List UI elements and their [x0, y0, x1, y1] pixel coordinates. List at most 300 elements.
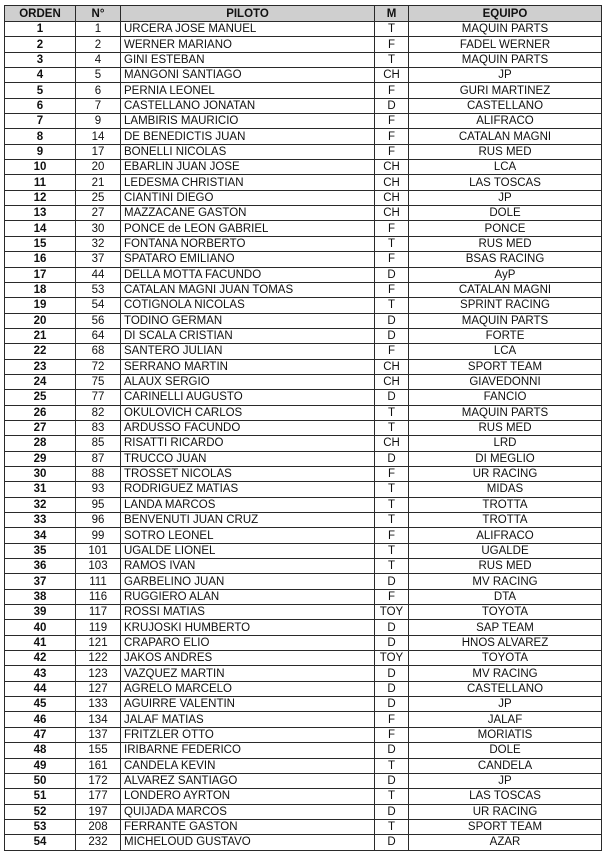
cell-number: 75 [76, 374, 121, 389]
table-row [5, 574, 602, 589]
cell-marca: CH [375, 359, 409, 374]
cell-piloto: OKULOVICH CARLOS [121, 405, 375, 420]
cell-equipo: PONCE [409, 221, 602, 236]
cell-equipo: FANCIO [409, 390, 602, 405]
cell-marca: T [375, 482, 409, 497]
cell-orden: 28 [5, 436, 76, 451]
table-row [5, 466, 602, 481]
cell-equipo: JP [409, 68, 602, 83]
cell-piloto: UGALDE LIONEL [121, 543, 375, 558]
cell-equipo: SPORT TEAM [409, 359, 602, 374]
cell-piloto: IRIBARNE FEDERICO [121, 743, 375, 758]
cell-number: 208 [76, 819, 121, 834]
cell-marca: F [375, 129, 409, 144]
cell-orden: 18 [5, 282, 76, 297]
cell-number: 111 [76, 574, 121, 589]
cell-marca: D [375, 574, 409, 589]
cell-equipo: JP [409, 190, 602, 205]
cell-orden: 27 [5, 420, 76, 435]
cell-number: 137 [76, 727, 121, 742]
cell-marca: D [375, 835, 409, 850]
cell-orden: 30 [5, 466, 76, 481]
cell-orden: 50 [5, 773, 76, 788]
cell-orden: 21 [5, 328, 76, 343]
cell-equipo: MAQUIN PARTS [409, 22, 602, 37]
cell-equipo: SPRINT RACING [409, 298, 602, 313]
cell-piloto: LONDERO AYRTON [121, 789, 375, 804]
cell-piloto: SERRANO MARTIN [121, 359, 375, 374]
cell-piloto: CARINELLI AUGUSTO [121, 390, 375, 405]
cell-piloto: GINI ESTEBAN [121, 52, 375, 67]
table-row [5, 206, 602, 221]
header-number: N° [76, 6, 121, 22]
cell-orden: 16 [5, 252, 76, 267]
cell-orden: 2 [5, 37, 76, 52]
cell-marca: T [375, 497, 409, 512]
table-row [5, 405, 602, 420]
cell-equipo: RUS MED [409, 144, 602, 159]
table-row [5, 835, 602, 850]
cell-equipo: JP [409, 697, 602, 712]
cell-piloto: BENVENUTI JUAN CRUZ [121, 513, 375, 528]
cell-orden: 15 [5, 236, 76, 251]
cell-piloto: PERNIA LEONEL [121, 83, 375, 98]
cell-equipo: HNOS ALVAREZ [409, 635, 602, 650]
cell-piloto: BONELLI NICOLAS [121, 144, 375, 159]
cell-equipo: SPORT TEAM [409, 819, 602, 834]
cell-number: 134 [76, 712, 121, 727]
cell-piloto: RUGGIERO ALAN [121, 589, 375, 604]
cell-piloto: RAMOS IVAN [121, 559, 375, 574]
cell-piloto: SANTERO JULIAN [121, 344, 375, 359]
cell-piloto: SPATARO EMILIANO [121, 252, 375, 267]
cell-piloto: TRUCCO JUAN [121, 451, 375, 466]
table-row [5, 68, 602, 83]
cell-piloto: FERRANTE GASTON [121, 819, 375, 834]
cell-piloto: FONTANA NORBERTO [121, 236, 375, 251]
cell-orden: 34 [5, 528, 76, 543]
table-row [5, 37, 602, 52]
table-row [5, 98, 602, 113]
cell-marca: D [375, 98, 409, 113]
cell-number: 103 [76, 559, 121, 574]
cell-piloto: CRAPARO ELIO [121, 635, 375, 650]
cell-number: 133 [76, 697, 121, 712]
header-equipo: EQUIPO [409, 6, 602, 22]
cell-piloto: WERNER MARIANO [121, 37, 375, 52]
cell-piloto: CIANTINI DIEGO [121, 190, 375, 205]
cell-number: 172 [76, 773, 121, 788]
cell-orden: 12 [5, 190, 76, 205]
table-row [5, 328, 602, 343]
cell-equipo: DI MEGLIO [409, 451, 602, 466]
cell-marca: F [375, 589, 409, 604]
table-row [5, 497, 602, 512]
cell-orden: 52 [5, 804, 76, 819]
cell-orden: 23 [5, 359, 76, 374]
table-row [5, 390, 602, 405]
cell-number: 96 [76, 513, 121, 528]
cell-marca: CH [375, 160, 409, 175]
cell-orden: 51 [5, 789, 76, 804]
table-row [5, 697, 602, 712]
cell-equipo: MAQUIN PARTS [409, 313, 602, 328]
cell-orden: 32 [5, 497, 76, 512]
cell-piloto: QUIJADA MARCOS [121, 804, 375, 819]
table-row [5, 513, 602, 528]
cell-equipo: LCA [409, 344, 602, 359]
cell-piloto: TODINO GERMAN [121, 313, 375, 328]
table-row [5, 236, 602, 251]
cell-equipo: RUS MED [409, 559, 602, 574]
cell-piloto: RODRIGUEZ MATIAS [121, 482, 375, 497]
cell-equipo: BSAS RACING [409, 252, 602, 267]
cell-orden: 7 [5, 114, 76, 129]
cell-orden: 25 [5, 390, 76, 405]
cell-marca: D [375, 697, 409, 712]
cell-equipo: CASTELLANO [409, 98, 602, 113]
cell-marca: CH [375, 190, 409, 205]
cell-number: 68 [76, 344, 121, 359]
cell-marca: T [375, 819, 409, 834]
cell-orden: 31 [5, 482, 76, 497]
table-row [5, 359, 602, 374]
cell-marca: D [375, 635, 409, 650]
cell-marca: F [375, 528, 409, 543]
cell-piloto: ALVAREZ SANTIAGO [121, 773, 375, 788]
starting-grid-sheet [4, 5, 602, 851]
cell-marca: T [375, 543, 409, 558]
cell-marca: T [375, 236, 409, 251]
cell-marca: F [375, 466, 409, 481]
table-row [5, 543, 602, 558]
cell-piloto: DELLA MOTTA FACUNDO [121, 267, 375, 282]
cell-marca: D [375, 681, 409, 696]
cell-orden: 37 [5, 574, 76, 589]
cell-equipo: FORTE [409, 328, 602, 343]
cell-number: 121 [76, 635, 121, 650]
table-row [5, 313, 602, 328]
cell-equipo: MV RACING [409, 666, 602, 681]
cell-equipo: UR RACING [409, 804, 602, 819]
table-row [5, 298, 602, 313]
table-row [5, 605, 602, 620]
cell-orden: 43 [5, 666, 76, 681]
cell-number: 197 [76, 804, 121, 819]
cell-orden: 39 [5, 605, 76, 620]
cell-equipo: MIDAS [409, 482, 602, 497]
cell-equipo: MAQUIN PARTS [409, 52, 602, 67]
grid-table [4, 5, 602, 851]
table-row [5, 344, 602, 359]
cell-orden: 29 [5, 451, 76, 466]
cell-number: 25 [76, 190, 121, 205]
cell-marca: D [375, 390, 409, 405]
cell-number: 1 [76, 22, 121, 37]
cell-equipo: RUS MED [409, 236, 602, 251]
cell-number: 72 [76, 359, 121, 374]
cell-orden: 9 [5, 144, 76, 159]
table-row [5, 436, 602, 451]
cell-number: 2 [76, 37, 121, 52]
cell-number: 177 [76, 789, 121, 804]
cell-piloto: MAZZACANE GASTON [121, 206, 375, 221]
cell-equipo: UGALDE [409, 543, 602, 558]
cell-number: 14 [76, 129, 121, 144]
cell-number: 232 [76, 835, 121, 850]
cell-number: 161 [76, 758, 121, 773]
cell-orden: 35 [5, 543, 76, 558]
table-row [5, 635, 602, 650]
cell-piloto: ALAUX SERGIO [121, 374, 375, 389]
cell-number: 119 [76, 620, 121, 635]
cell-equipo: TROTTA [409, 497, 602, 512]
table-row [5, 374, 602, 389]
cell-equipo: LRD [409, 436, 602, 451]
cell-equipo: CASTELLANO [409, 681, 602, 696]
cell-piloto: CASTELLANO JONATAN [121, 98, 375, 113]
table-row [5, 221, 602, 236]
cell-equipo: CATALAN MAGNI [409, 129, 602, 144]
cell-marca: CH [375, 68, 409, 83]
cell-number: 20 [76, 160, 121, 175]
cell-marca: D [375, 313, 409, 328]
cell-equipo: DOLE [409, 743, 602, 758]
cell-number: 53 [76, 282, 121, 297]
table-row [5, 160, 602, 175]
cell-orden: 42 [5, 651, 76, 666]
cell-piloto: PONCE de LEON GABRIEL [121, 221, 375, 236]
cell-orden: 3 [5, 52, 76, 67]
cell-orden: 26 [5, 405, 76, 420]
cell-equipo: TOYOTA [409, 651, 602, 666]
cell-orden: 38 [5, 589, 76, 604]
cell-number: 95 [76, 497, 121, 512]
table-row [5, 789, 602, 804]
table-row [5, 620, 602, 635]
cell-piloto: DI SCALA CRISTIAN [121, 328, 375, 343]
cell-orden: 41 [5, 635, 76, 650]
cell-number: 99 [76, 528, 121, 543]
cell-marca: F [375, 83, 409, 98]
cell-marca: F [375, 144, 409, 159]
cell-orden: 44 [5, 681, 76, 696]
cell-marca: CH [375, 206, 409, 221]
table-row [5, 267, 602, 282]
cell-marca: CH [375, 175, 409, 190]
cell-number: 85 [76, 436, 121, 451]
table-row [5, 666, 602, 681]
cell-equipo: MV RACING [409, 574, 602, 589]
cell-marca: D [375, 804, 409, 819]
cell-piloto: VAZQUEZ MARTIN [121, 666, 375, 681]
cell-marca: T [375, 513, 409, 528]
cell-piloto: EBARLIN JUAN JOSE [121, 160, 375, 175]
cell-orden: 8 [5, 129, 76, 144]
cell-number: 17 [76, 144, 121, 159]
cell-orden: 36 [5, 559, 76, 574]
cell-marca: CH [375, 374, 409, 389]
cell-marca: D [375, 451, 409, 466]
cell-piloto: RISATTI RICARDO [121, 436, 375, 451]
cell-equipo: LCA [409, 160, 602, 175]
cell-equipo: ALIFRACO [409, 528, 602, 543]
cell-marca: T [375, 420, 409, 435]
cell-orden: 45 [5, 697, 76, 712]
cell-number: 7 [76, 98, 121, 113]
cell-piloto: GARBELINO JUAN [121, 574, 375, 589]
cell-number: 101 [76, 543, 121, 558]
cell-equipo: LAS TOSCAS [409, 789, 602, 804]
cell-equipo: GIAVEDONNI [409, 374, 602, 389]
cell-piloto: CANDELA KEVIN [121, 758, 375, 773]
cell-piloto: COTIGNOLA NICOLAS [121, 298, 375, 313]
cell-number: 9 [76, 114, 121, 129]
cell-orden: 10 [5, 160, 76, 175]
cell-marca: T [375, 559, 409, 574]
table-row [5, 589, 602, 604]
cell-equipo: CATALAN MAGNI [409, 282, 602, 297]
cell-marca: D [375, 267, 409, 282]
table-row [5, 681, 602, 696]
cell-marca: F [375, 282, 409, 297]
cell-orden: 13 [5, 206, 76, 221]
table-row [5, 22, 602, 37]
cell-equipo: JALAF [409, 712, 602, 727]
cell-number: 117 [76, 605, 121, 620]
cell-number: 27 [76, 206, 121, 221]
cell-marca: D [375, 620, 409, 635]
cell-piloto: MICHELOUD GUSTAVO [121, 835, 375, 850]
table-row [5, 190, 602, 205]
cell-piloto: LAMBIRIS MAURICIO [121, 114, 375, 129]
cell-piloto: LEDESMA CHRISTIAN [121, 175, 375, 190]
cell-number: 6 [76, 83, 121, 98]
cell-piloto: JALAF MATIAS [121, 712, 375, 727]
table-row [5, 712, 602, 727]
cell-orden: 4 [5, 68, 76, 83]
cell-marca: D [375, 773, 409, 788]
cell-equipo: LAS TOSCAS [409, 175, 602, 190]
cell-equipo: TOYOTA [409, 605, 602, 620]
cell-marca: TOY [375, 651, 409, 666]
cell-piloto: AGRELO MARCELO [121, 681, 375, 696]
table-row [5, 482, 602, 497]
cell-marca: F [375, 114, 409, 129]
header-piloto: PILOTO [121, 6, 375, 22]
cell-equipo: CANDELA [409, 758, 602, 773]
cell-number: 93 [76, 482, 121, 497]
cell-orden: 22 [5, 344, 76, 359]
table-row [5, 420, 602, 435]
table-row [5, 451, 602, 466]
cell-orden: 17 [5, 267, 76, 282]
cell-equipo: SAP TEAM [409, 620, 602, 635]
cell-marca: F [375, 37, 409, 52]
cell-orden: 47 [5, 727, 76, 742]
cell-equipo: TROTTA [409, 513, 602, 528]
cell-equipo: RUS MED [409, 420, 602, 435]
cell-equipo: DOLE [409, 206, 602, 221]
cell-piloto: URCERA JOSE MANUEL [121, 22, 375, 37]
cell-piloto: AGUIRRE VALENTIN [121, 697, 375, 712]
cell-marca: F [375, 712, 409, 727]
cell-number: 155 [76, 743, 121, 758]
table-row [5, 819, 602, 834]
cell-piloto: TROSSET NICOLAS [121, 466, 375, 481]
table-row [5, 83, 602, 98]
cell-number: 4 [76, 52, 121, 67]
cell-orden: 11 [5, 175, 76, 190]
cell-number: 88 [76, 466, 121, 481]
table-row [5, 282, 602, 297]
table-row [5, 144, 602, 159]
cell-orden: 33 [5, 513, 76, 528]
cell-equipo: DTA [409, 589, 602, 604]
table-row [5, 651, 602, 666]
cell-marca: F [375, 221, 409, 236]
cell-number: 87 [76, 451, 121, 466]
cell-number: 5 [76, 68, 121, 83]
cell-piloto: LANDA MARCOS [121, 497, 375, 512]
table-row [5, 52, 602, 67]
cell-marca: T [375, 758, 409, 773]
cell-marca: T [375, 405, 409, 420]
cell-orden: 40 [5, 620, 76, 635]
cell-marca: D [375, 328, 409, 343]
cell-orden: 46 [5, 712, 76, 727]
cell-number: 77 [76, 390, 121, 405]
table-row [5, 743, 602, 758]
table-row [5, 114, 602, 129]
cell-orden: 1 [5, 22, 76, 37]
header-marca: M [375, 6, 409, 22]
cell-piloto: DE BENEDICTIS JUAN [121, 129, 375, 144]
cell-orden: 5 [5, 83, 76, 98]
cell-piloto: KRUJOSKI HUMBERTO [121, 620, 375, 635]
cell-orden: 20 [5, 313, 76, 328]
table-body [5, 22, 602, 851]
cell-orden: 6 [5, 98, 76, 113]
cell-piloto: FRITZLER OTTO [121, 727, 375, 742]
header-row [5, 6, 602, 22]
cell-marca: F [375, 344, 409, 359]
cell-marca: T [375, 22, 409, 37]
table-row [5, 559, 602, 574]
cell-number: 83 [76, 420, 121, 435]
cell-marca: D [375, 743, 409, 758]
cell-equipo: GURI MARTINEZ [409, 83, 602, 98]
cell-number: 127 [76, 681, 121, 696]
cell-piloto: SOTRO LEONEL [121, 528, 375, 543]
cell-marca: T [375, 789, 409, 804]
cell-number: 116 [76, 589, 121, 604]
cell-equipo: ALIFRACO [409, 114, 602, 129]
cell-equipo: UR RACING [409, 466, 602, 481]
cell-equipo: JP [409, 773, 602, 788]
cell-piloto: JAKOS ANDRES [121, 651, 375, 666]
cell-orden: 24 [5, 374, 76, 389]
cell-marca: F [375, 252, 409, 267]
table-header [5, 6, 602, 22]
cell-number: 122 [76, 651, 121, 666]
cell-number: 64 [76, 328, 121, 343]
table-row [5, 129, 602, 144]
cell-equipo: MAQUIN PARTS [409, 405, 602, 420]
cell-equipo: AyP [409, 267, 602, 282]
header-orden: ORDEN [5, 6, 76, 22]
table-row [5, 252, 602, 267]
